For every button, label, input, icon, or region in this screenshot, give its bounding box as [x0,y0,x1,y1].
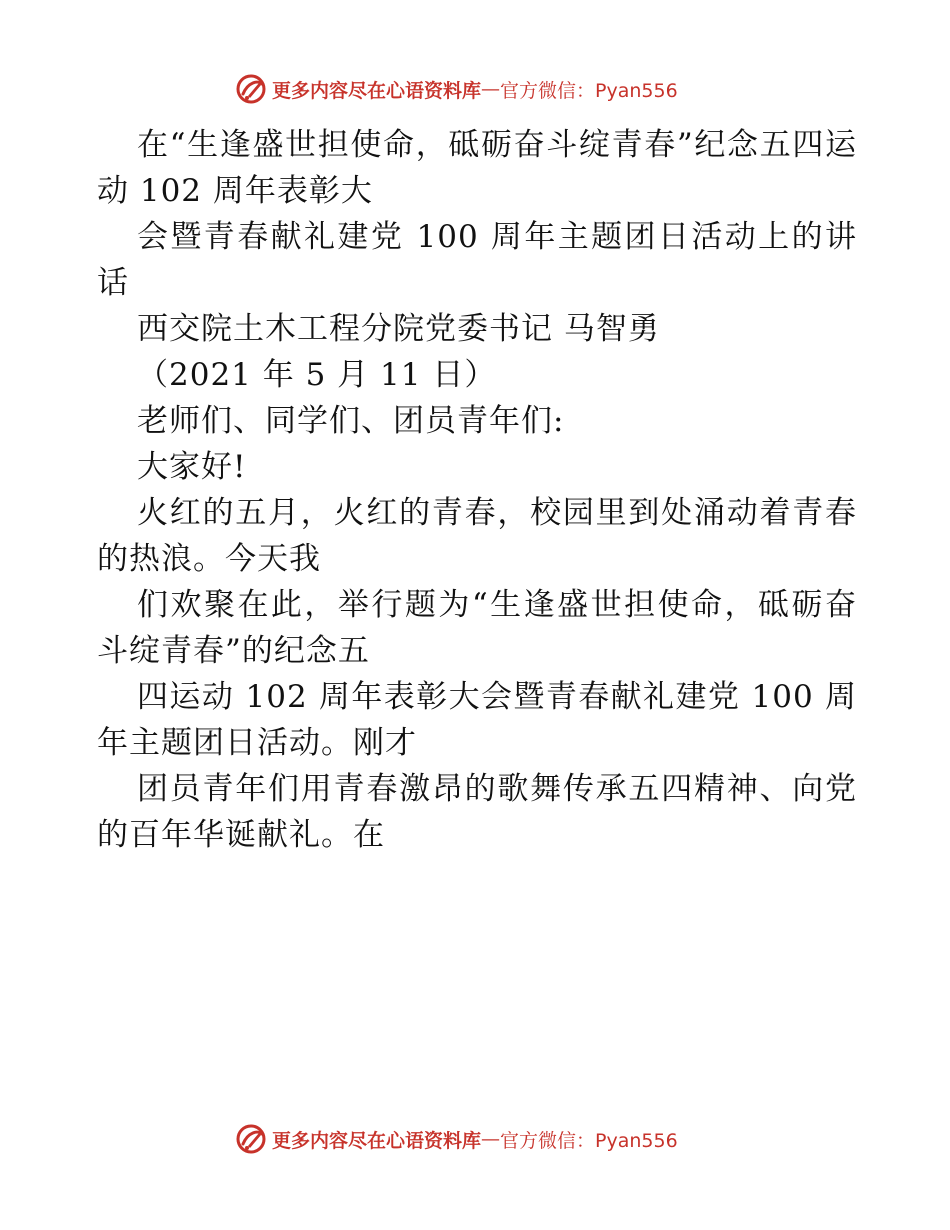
title-line-2: 会暨青春献礼建党 100 周年主题团日活动上的讲话 [97,219,857,301]
watermark-separator: — [481,78,501,100]
pen-swirl-logo-icon [234,1122,268,1156]
body-paragraph: 火红的五月，火红的青春，校园里到处涌动着青春的热浪。今天我 [97,495,857,577]
watermark-contact: 官方微信：Pyan556 [500,79,678,102]
speech-body [97,122,857,858]
watermark-text: 更多内容尽在心语资料库 [272,1129,482,1152]
pen-swirl-logo-icon [234,72,268,106]
greeting: 大家好! [137,449,247,485]
salutation: 老师们、同学们、团员青年们: [137,403,565,439]
body-paragraph: 们欢聚在此，举行题为“生逢盛世担使命，砥砺奋斗绽青春”的纪念五 [97,587,857,669]
title-line-1: 在“生逢盛世担使命，砥砺奋斗绽青春”纪念五四运动 102 周年表彰大 [97,127,857,209]
header-watermark [234,72,754,106]
body-paragraph: 团员青年们用青春激昂的歌舞传承五四精神、向党的百年华诞献礼。在 [97,771,857,853]
footer-watermark [234,1122,754,1156]
body-paragraph: 四运动 102 周年表彰大会暨青春献礼建党 100 周年主题团日活动。刚才 [97,679,857,761]
watermark-text: 更多内容尽在心语资料库 [272,79,482,102]
watermark-separator: — [481,1128,501,1150]
date-line: （2021 年 5 月 11 日） [137,357,497,393]
watermark-contact: 官方微信：Pyan556 [500,1129,678,1152]
speaker-line: 西交院土木工程分院党委书记 马智勇 [137,311,660,347]
